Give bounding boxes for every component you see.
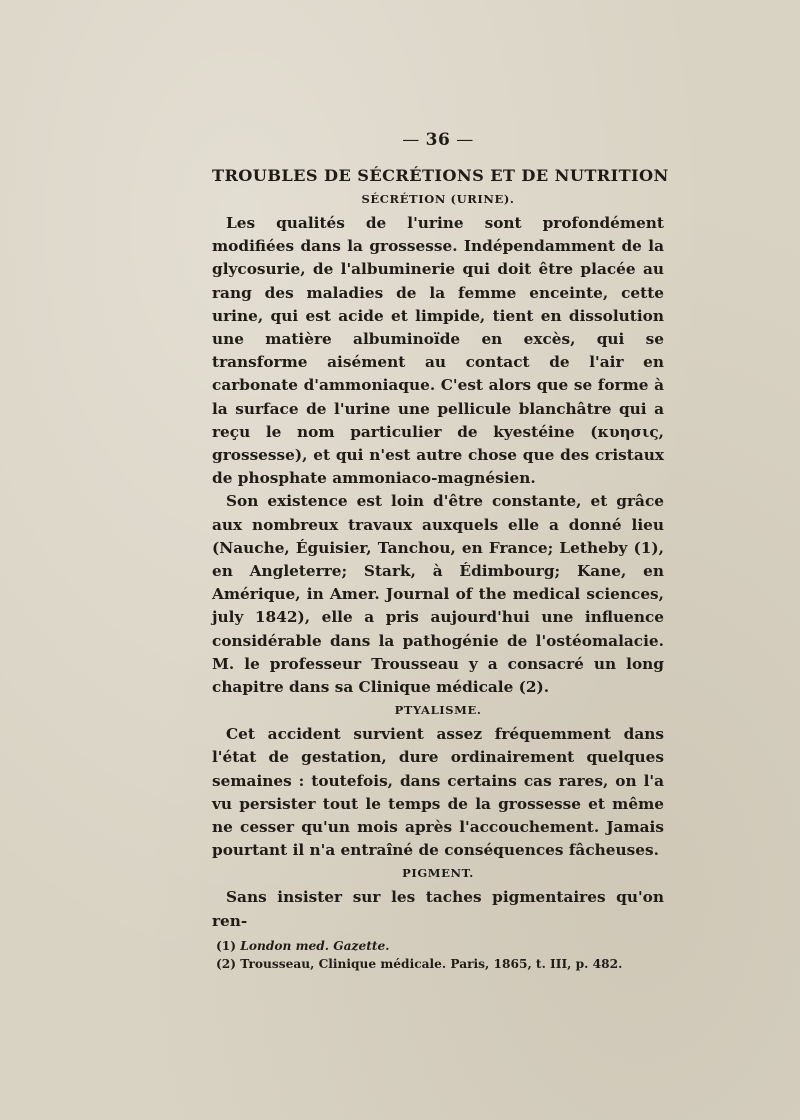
footnote-2 [212,955,664,973]
footnote-text: London med. Gazette. [240,938,390,953]
paragraph-secretion-1: Les qualités de l'urine sont profondément modifiées dans la grossesse. Indépendamment de la glycosurie, de l'albuminerie qui doit être placée au rang des maladies de la femme enceinte, cette urine, qui est acide et limpide, tient en dissolution une matière albuminoïde en excès, qui se transforme aisément au contact de l'air en carbonate d'ammoniaque. C'est alors que se forme à la surface de l'urine une pellicule blanchâtre qui a reçu le nom particulier de kyestéine (κυησις, grossesse), et qui n'est autre chose que des cristaux de phosphate ammoniaco-magnésien. [212,214,664,488]
section-title-ptyalisme: PTYALISME. [394,703,482,718]
footnote-1 [212,937,664,955]
chapter-title: TROUBLES DE SÉCRÉTIONS ET DE NUTRITION [212,166,669,185]
section-title-secretion: SÉCRÉTION (URINE). [361,192,515,206]
page-number-value: 36 [425,130,451,150]
footnote-text: Trousseau, Clinique médicale. Paris, 1865, t. III, p. 482. [240,956,623,971]
paragraph-pigment-1: Sans insister sur les taches pigmentaires qu'on ren- [212,888,664,930]
document-page [212,130,669,973]
page-number [212,130,664,150]
paragraph-ptyalisme-1: Cet accident survient assez fréquemment dans l'état de gestation, dure ordinairement quelques semaines : toutefois, dans certains cas rares, on l'a vu persister tout le temps de la grossesse et même ne cesser qu'un mois après l'accouchement. Jamais pourtant il n'a entraîné de conséquences fâcheuses. [212,725,664,860]
footnotes [212,937,664,973]
page-number-dash-left: — [402,130,426,150]
paragraph-secretion-2: Son existence est loin d'être constante, et grâce aux nombreux travaux auxquels elle a donné lieu (Nauche, Éguisier, Tanchou, en France; Letheby (1), en Angleterre; Stark, à Édimbourg; Kane, en Amérique, in Amer. Journal of the medical sciences, july 1842), elle a pris aujourd'hui une influence considérable dans la pathogénie de l'ostéomalacie. M. le professeur Trousseau y a consacré un long chapitre dans sa Clinique médicale (2). [212,492,664,697]
footnote-marker: (1) [216,938,237,953]
section-title-pigment: PIGMENT. [402,866,474,881]
page-number-dash-right: — [450,130,474,150]
footnote-marker: (2) [216,956,237,971]
